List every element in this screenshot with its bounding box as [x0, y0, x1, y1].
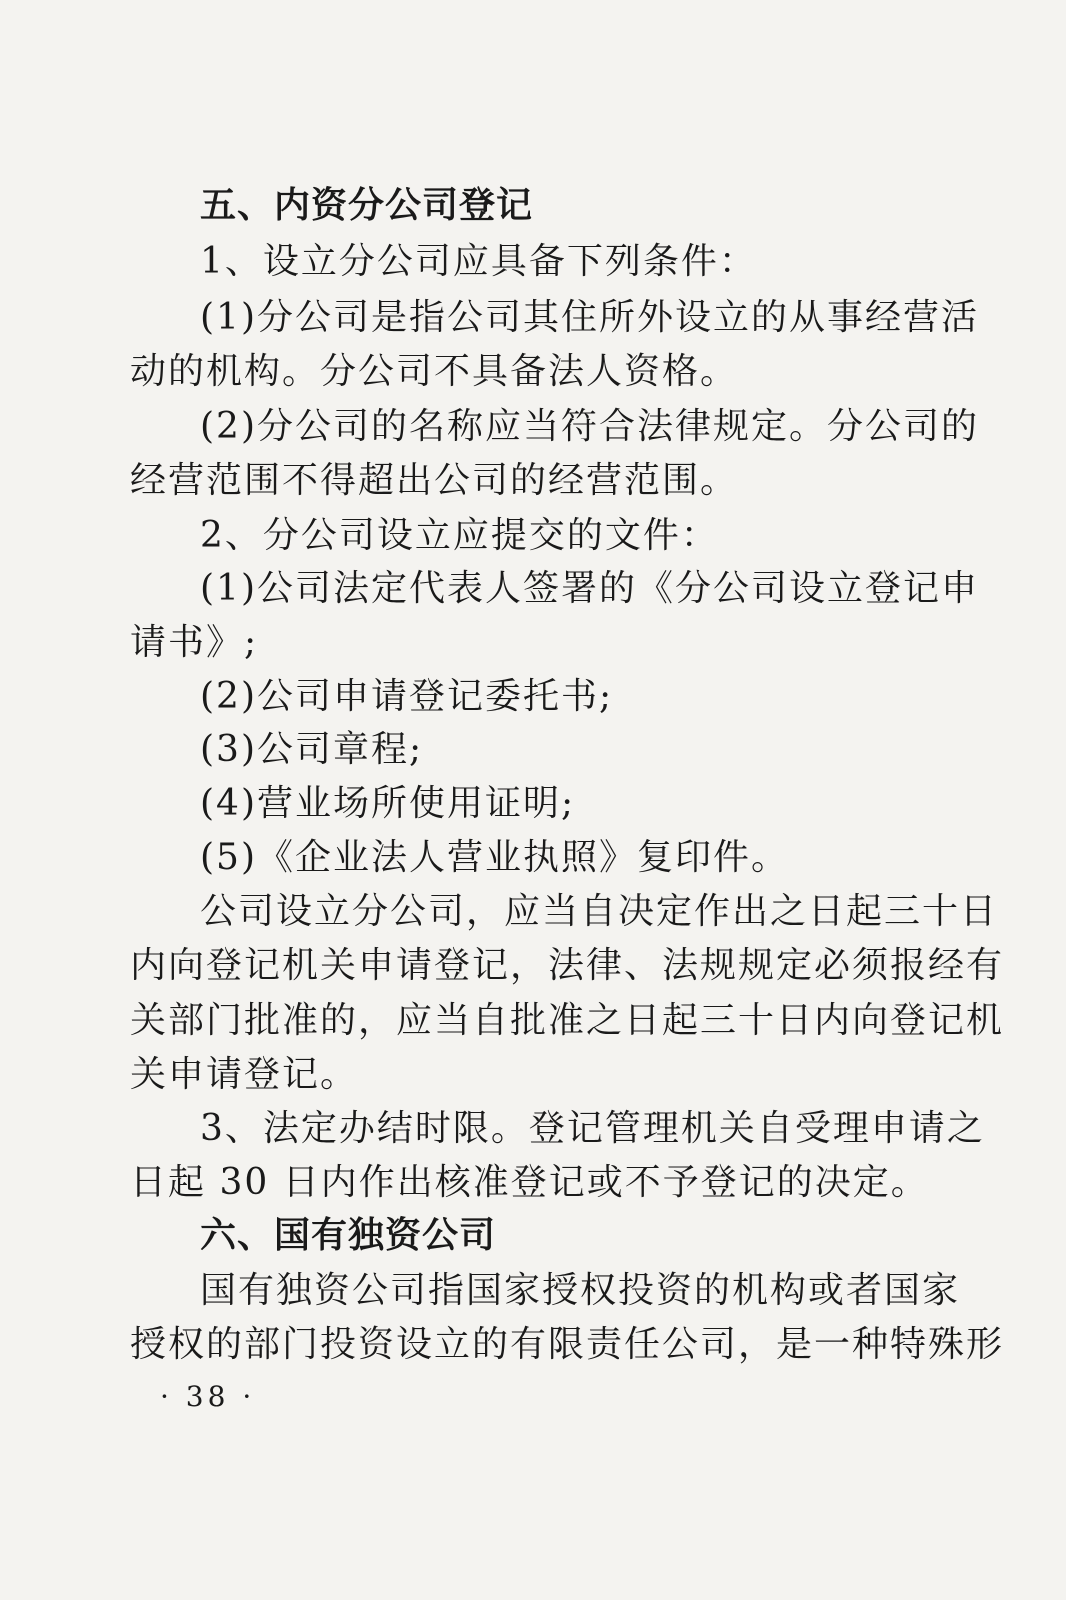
- item-title-documents: 2、分公司设立应提交的文件：: [200, 515, 719, 556]
- section-6-line-2: 授权的部门投资设立的有限责任公司，是一种特殊形: [130, 1324, 1005, 1365]
- document-5: (5)《企业法人营业执照》复印件。: [200, 837, 789, 878]
- section-heading-branch-registration: 五、内资分公司登记: [200, 185, 534, 226]
- document-3: (3)公司章程;: [200, 729, 424, 770]
- document-2: (2)公司申请登记委托书;: [200, 676, 614, 717]
- paragraph-line-4: 关申请登记。: [130, 1054, 359, 1095]
- paragraph-line-2: 内向登记机关申请登记，法律、法规规定必须报经有: [130, 945, 1005, 986]
- item-title-conditions: 1、设立分公司应具备下列条件：: [200, 241, 757, 282]
- document-4: (4)营业场所使用证明;: [200, 783, 576, 824]
- document-1-line-2: 请书》;: [130, 622, 259, 663]
- condition-2-line-2: 经营范围不得超出公司的经营范围。: [130, 460, 739, 501]
- document-1-line-1: (1)公司法定代表人签署的《分公司设立登记申: [200, 568, 979, 609]
- section-heading-state-owned: 六、国有独资公司: [200, 1215, 497, 1256]
- section-6-line-1: 国有独资公司指国家授权投资的机构或者国家: [200, 1270, 961, 1311]
- condition-1-line-2: 动的机构。分公司不具备法人资格。: [130, 351, 739, 392]
- page-number: · 38 ·: [160, 1380, 256, 1413]
- item-3-line-2: 日起 30 日内作出核准登记或不予登记的决定。: [130, 1162, 929, 1203]
- condition-2-line-1: (2)分公司的名称应当符合法律规定。分公司的: [200, 406, 979, 447]
- item-3-line-1: 3、法定办结时限。登记管理机关自受理申请之: [200, 1108, 985, 1149]
- paragraph-line-3: 关部门批准的，应当自批准之日起三十日内向登记机: [130, 1000, 1005, 1041]
- paragraph-line-1: 公司设立分公司，应当自决定作出之日起三十日: [200, 891, 999, 932]
- condition-1-line-1: (1)分公司是指公司其住所外设立的从事经营活: [200, 297, 979, 338]
